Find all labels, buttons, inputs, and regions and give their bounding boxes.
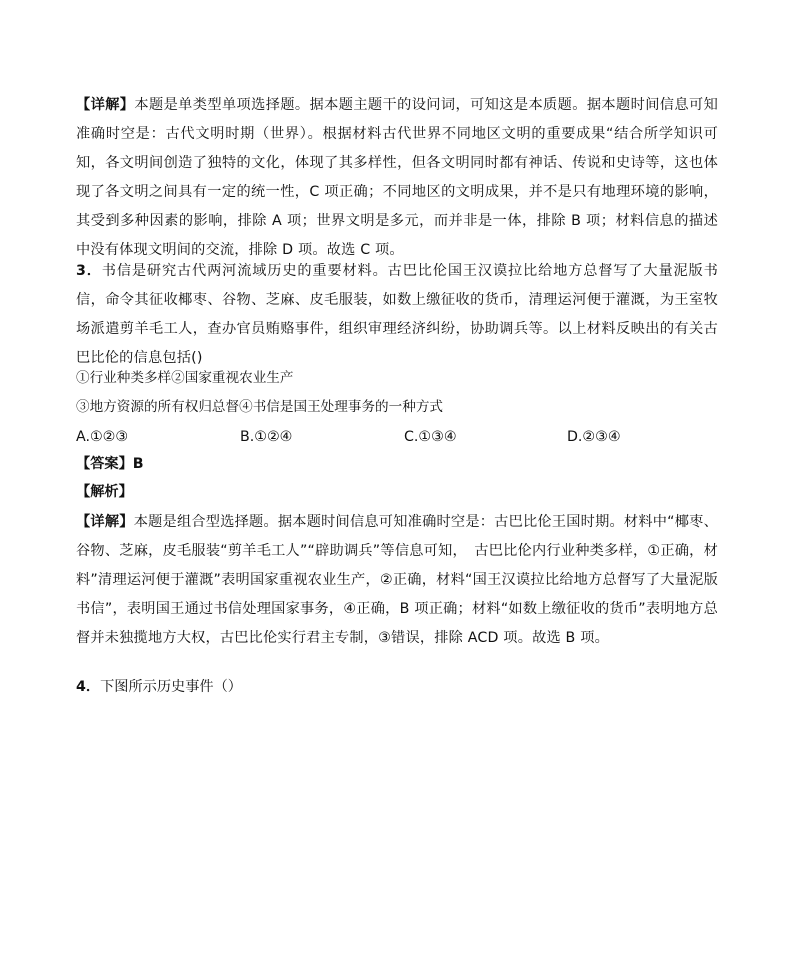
statement-line-2: ③地方资源的所有权归总督④书信是国王处理事务的一种方式 — [76, 399, 444, 415]
option-d: D.②③④ — [567, 429, 621, 445]
analysis-label: 【解析】 — [76, 484, 133, 500]
detail-label: 【详解】 — [76, 97, 135, 113]
question-number: 3． — [76, 263, 102, 279]
statement-line-1: ①行业种类多样②国家重视农业生产 — [76, 370, 294, 386]
option-b: B.①②④ — [240, 429, 293, 445]
question-number-4: 4． — [76, 679, 101, 695]
detail-text-q3: 本题是组合型选择题。据本题时间信息可知准确时空是：古巴比伦王国时期。材料中“椰枣、谷物、芝麻，皮毛服装“剪羊毛工人”“辟助调兵”等信息可知， 古巴比伦内行业种类多样，①正确，材料”清理运河便于灌溉”表明国家重视农业生产，②正确，材料“国王汉谟拉比给地方总督写了大量泥版书信”，表明国王通过书信处理国家事务，④正确，B 项正确；材料“如数上缴征收的货币”表明地方总督并未独揽地方大权，古巴比伦实行君主专制，③错误，排除 ACD 项。故选 B 项。 — [76, 514, 718, 646]
option-c: C.①③④ — [404, 429, 457, 445]
detail-paragraph-q3 — [76, 508, 718, 653]
question-3-stem — [76, 257, 718, 373]
answer-value: B — [132, 456, 144, 472]
question-4-stem — [76, 673, 242, 702]
detail-label-q3: 【详解】 — [76, 514, 134, 530]
question-text: 书信是研究古代两河流域历史的重要材料。古巴比伦国王汉谟拉比给地方总督写了大量泥版书信，命令其征收椰枣、谷物、芝麻、皮毛服装，如数上缴征收的货币，清理运河便于灌溉，为王室牧场派遣剪羊毛工人，查办官员贿赂事件，组织审理经济纠纷，协助调兵等。以上材料反映出的有关古巴比伦的信息包括() — [76, 263, 718, 366]
answer-line — [76, 450, 144, 479]
detail-paragraph-q2 — [76, 91, 718, 265]
answer-label: 【答案】 — [76, 456, 133, 472]
option-a: A.①②③ — [76, 429, 129, 445]
question-text-4: 下图所示历史事件（） — [100, 679, 242, 695]
detail-text: 本题是单类型单项选择题。据本题主题干的设问词，可知这是本质题。据本题时间信息可知准确时空是：古代文明时期（世界）。根据材料古代世界不同地区文明的重要成果“结合所学知识可知，各文明间创造了独特的文化，体现了其多样性，但各文明同时都有神话、传说和史诗等，这也体现了各文明之间具有一定的统一性，C 项正确；不同地区的文明成果，并不是只有地理环境的影响，其受到多种因素的影响，排除 A 项；世界文明是多元，而并非是一体，排除 B 项；材料信息的描述中没有体现文明间的交流，排除 D 项。故选 C 项。 — [76, 97, 718, 258]
